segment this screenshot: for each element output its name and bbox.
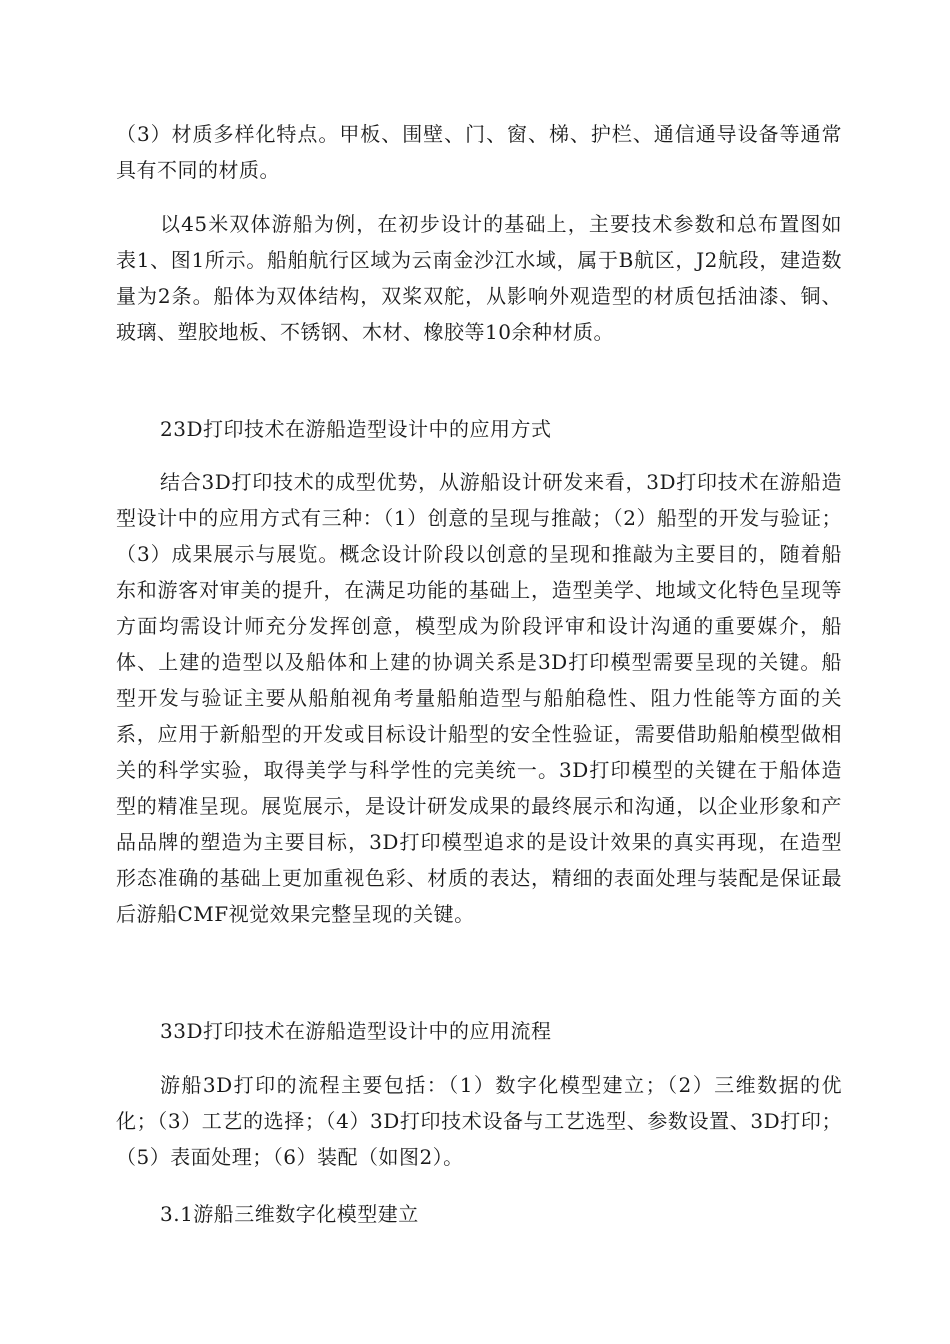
- paragraph-material-diversity: （3）材质多样化特点。甲板、围壁、门、窗、梯、护栏、通信通导设备等通常具有不同的材质。: [116, 122, 842, 182]
- paragraph-application-methods: 结合3D打印技术的成型优势，从游船设计研发来看，3D打印技术在游船造型设计中的应用方式有三种：（1）创意的呈现与推敲；（2）船型的开发与验证；（3）成果展示与展览。概念设计阶段以创意的呈现和推敲为主要目的，随着船东和游客对审美的提升，在满足功能的基础上，造型美学、地域文化特色呈现等方面均需设计师充分发挥创意，模型成为阶段评审和设计沟通的重要媒介，船体、上建的造型以及船体和上建的协调关系是3D打印模型需要呈现的关键。船型开发与验证主要从船舶视角考量船舶造型与船舶稳性、阻力性能等方面的关系，应用于新船型的开发或目标设计船型的安全性验证，需要借助船舶模型做相关的科学实验，取得美学与科学性的完美统一。3D打印模型的关键在于船体造型的精准呈现。展览展示，是设计研发成果的最终展示和沟通，以企业形象和产品品牌的塑造为主要目标，3D打印模型追求的是设计效果的真实再现，在造型形态准确的基础上更加重视色彩、材质的表达，精细的表面处理与装配是保证最后游船CMF视觉效果完整呈现的关键。: [116, 470, 842, 926]
- paragraph-process-flow: 游船3D打印的流程主要包括：（1）数字化模型建立；（2）三维数据的优化；（3）工艺的选择；（4）3D打印技术设备与工艺选型、参数设置、3D打印；（5）表面处理；（6）装配（如图2）。: [116, 1073, 842, 1169]
- paragraph-example-cruise-ship: 以45米双体游船为例，在初步设计的基础上，主要技术参数和总布置图如表1、图1所示。船舶航行区域为云南金沙江水域，属于B航区，J2航段，建造数量为2条。船体为双体结构，双桨双舵，从影响外观造型的材质包括油漆、铜、玻璃、塑胶地板、不锈钢、木材、橡胶等10余种材质。: [116, 212, 842, 344]
- section-heading-3-1: 3.1游船三维数字化模型建立: [160, 1202, 419, 1226]
- section-heading-3: 33D打印技术在游船造型设计中的应用流程: [160, 1019, 552, 1043]
- section-heading-2: 23D打印技术在游船造型设计中的应用方式: [160, 417, 552, 441]
